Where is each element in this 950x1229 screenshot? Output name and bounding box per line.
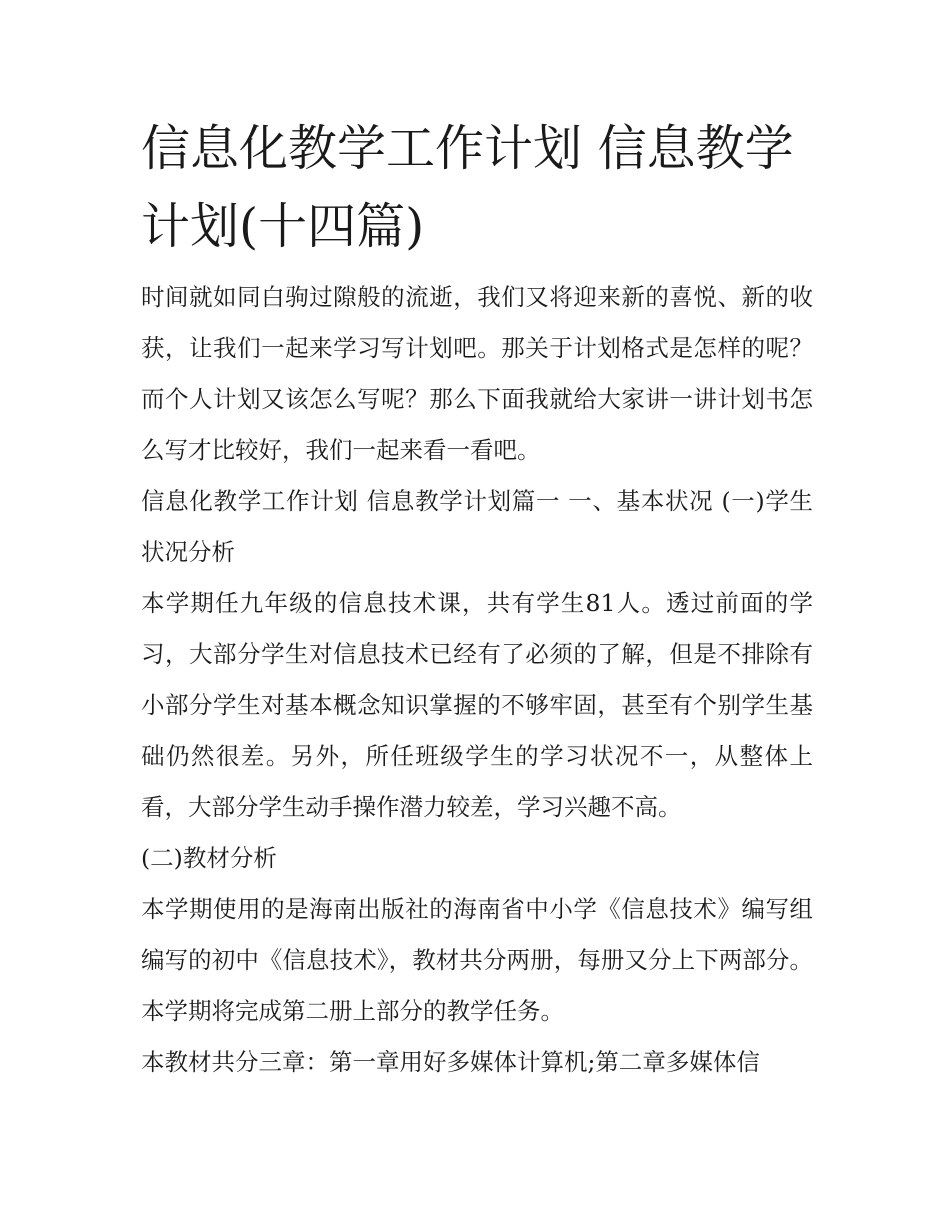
textbook-analysis-paragraph: 本学期使用的是海南出版社的海南省中小学《信息技术》编写组编写的初中《信息技术》，教材共分两册，每册又分上下两部分。本学期将完成第二册上部分的教学任务。 [141,895,813,1025]
document-page [141,110,813,1088]
student-analysis-paragraph: 本学期任九年级的信息技术课，共有学生81人。透过前面的学习，大部分学生对信息技术已经有了必须的了解，但是不排除有小部分学生对基本概念知识掌握的不够牢固，甚至有个别学生基础仍然很差。另外，所任班级学生的学习状况不一，从整体上看，大部分学生动手操作潜力较差，学习兴趣不高。 [141,589,813,821]
chapters-paragraph: 本教材共分三章：第一章用好多媒体计算机;第二章多媒体信 [141,1048,760,1076]
section-heading-paragraph: 信息化教学工作计划 信息教学计划篇一 一、基本状况 (一)学生状况分析 [141,487,813,566]
document-title: 信息化教学工作计划 信息教学计划(十四篇) [141,120,794,255]
subsection-heading: (二)教材分析 [141,844,277,872]
intro-paragraph: 时间就如同白驹过隙般的流逝，我们又将迎来新的喜悦、新的收获，让我们一起来学习写计划吧。那关于计划格式是怎样的呢？而个人计划又该怎么写呢？那么下面我就给大家讲一讲计划书怎么写才比较好，我们一起来看一看吧。 [141,283,813,464]
